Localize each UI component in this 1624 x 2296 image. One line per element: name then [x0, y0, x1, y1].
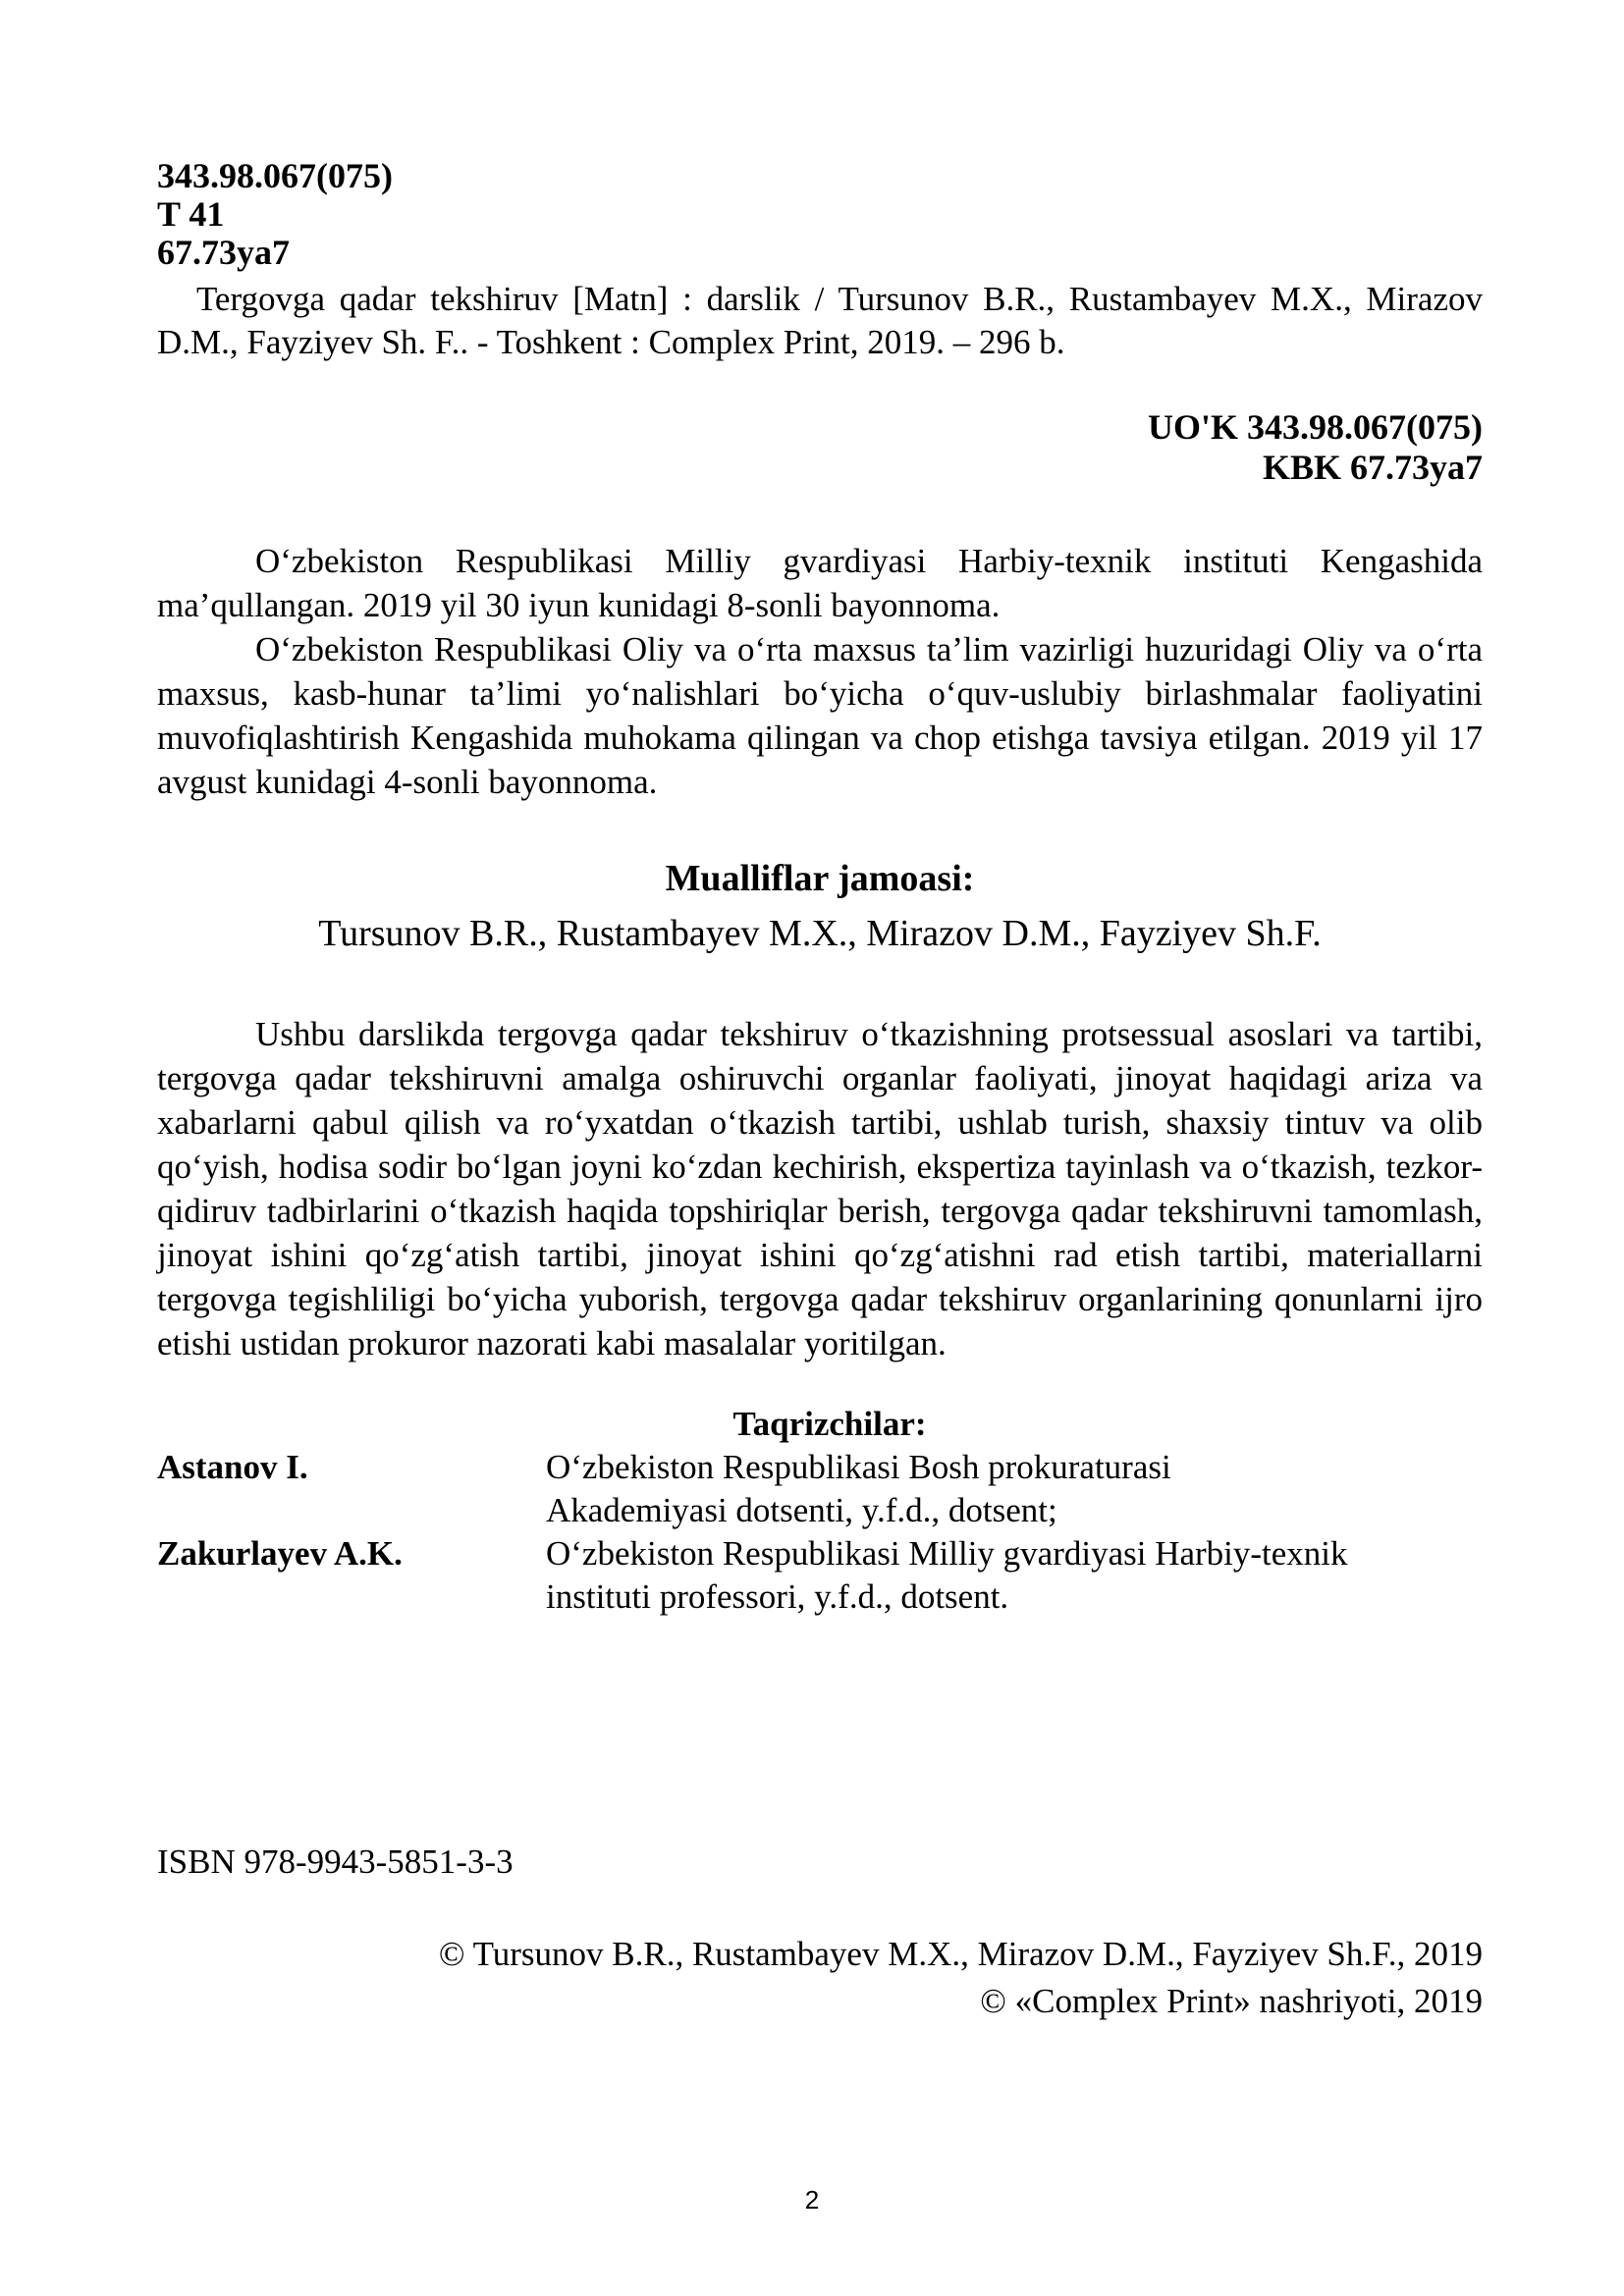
bbk-code: 67.73ya7	[157, 233, 290, 272]
annotation-paragraph: Ushbu darslikda tergovga qadar tekshiruv o‘tkazishning protsessual asoslari va tartibi, tergovga qadar tekshiruvni amalga oshiruvchi organlar faoliyati, jinoyat haqidagi ariza va xabarlarni qabul qilish va ro‘yxatdan o‘tkazish tartibi, ushlab turish, shaxsiy tintuv va olib qo‘yish, hodisa sodir bo‘lgan joyni ko‘zdan kechirish, ekspertiza tayinlash va o‘tkazish, tezkor-qidiruv tadbirlarini o‘tkazish haqida topshiriqlar berish, tergovga qadar tekshiruvni tamomlash, jinoyat ishini qo‘zg‘atish tartibi, jinoyat ishini qo‘zg‘atishni rad etish tartibi, materiallarni tergovga tegishliligi bo‘yicha yuborish, tergovga qadar tekshiruv organlarining qonunlarni ijro etishi ustidan prokuror nazorati kabi masalalar yoritilgan.	[157, 1015, 1483, 1362]
annotation-section	[157, 1012, 1483, 1365]
udk-code: 343.98.067(075)	[157, 156, 393, 195]
reviewer-affiliation	[546, 1532, 1483, 1619]
uok-code: UO'K 343.98.067(075)	[1148, 407, 1483, 447]
reviewer-affiliation-line: instituti professori, y.f.d., dotsent.	[546, 1577, 1009, 1616]
approval-paragraph: O‘zbekiston Respublikasi Milliy gvardiyasi Harbiy-texnik instituti Kengashida ma’qullangan. 2019 yil 30 iyun kunidagi 8-sonli bayonnoma.	[157, 542, 1483, 624]
approval-paragraph: O‘zbekiston Respublikasi Oliy va o‘rta maxsus ta’lim vazirligi huzuridagi Oliy va o‘rta maxsus, kasb-hunar ta’limi yo‘nalishlari bo‘yicha o‘quv-uslubiy birlashmalar faoliyatini muvofiqlashtirish Kengashida muhokama qilingan va chop etishga tavsiya etilgan. 2019 yil 17 avgust kunidagi 4-sonli bayonnoma.	[157, 630, 1483, 801]
reviewer-name: Astanov I.	[157, 1448, 308, 1486]
approvals-section	[157, 539, 1483, 804]
reviewer-affiliation	[546, 1446, 1483, 1532]
reviewer-row	[157, 1532, 1483, 1619]
reviewer-affiliation-line: Akademiyasi dotsenti, y.f.d., dotsent;	[546, 1491, 1057, 1529]
copyright-block	[157, 1931, 1483, 2025]
library-codes	[157, 157, 1483, 272]
author-mark: T 41	[157, 194, 225, 234]
kbk-code: KBK 67.73ya7	[1262, 448, 1483, 487]
reviewer-affiliation-line: O‘zbekiston Respublikasi Milliy gvardiyasi Harbiy-texnik	[546, 1534, 1348, 1573]
reviewer-name: Zakurlayev A.K.	[157, 1534, 403, 1573]
isbn: ISBN 978-9943-5851-3-3	[157, 1842, 514, 1881]
authors-names: Tursunov B.R., Rustambayev M.X., Mirazov D.M., Fayziyev Sh.F.	[318, 913, 1322, 954]
reviewer-affiliation-line: O‘zbekiston Respublikasi Bosh prokuraturasi	[546, 1448, 1171, 1486]
page-number: 2	[804, 2185, 820, 2215]
reviewers-heading: Taqrizchilar:	[732, 1405, 927, 1443]
bibliographic-entry: Tergovga qadar tekshiruv [Matn] : darslik / Tursunov B.R., Rustambayev M.X., Mirazov D.M., Fayziyev Sh. F.. - Toshkent : Complex Print, 2019. – 296 b.	[157, 280, 1483, 361]
copyright-publisher: © «Complex Print» nashriyoti, 2019	[980, 1982, 1483, 2020]
classification-block	[157, 407, 1483, 488]
reviewer-row	[157, 1446, 1483, 1532]
authors-heading: Mualliflar jamoasi:	[665, 858, 975, 899]
copyright-authors: © Tursunov B.R., Rustambayev M.X., Mirazov D.M., Fayziyev Sh.F., 2019	[438, 1935, 1483, 1973]
document-page	[157, 157, 1483, 2025]
